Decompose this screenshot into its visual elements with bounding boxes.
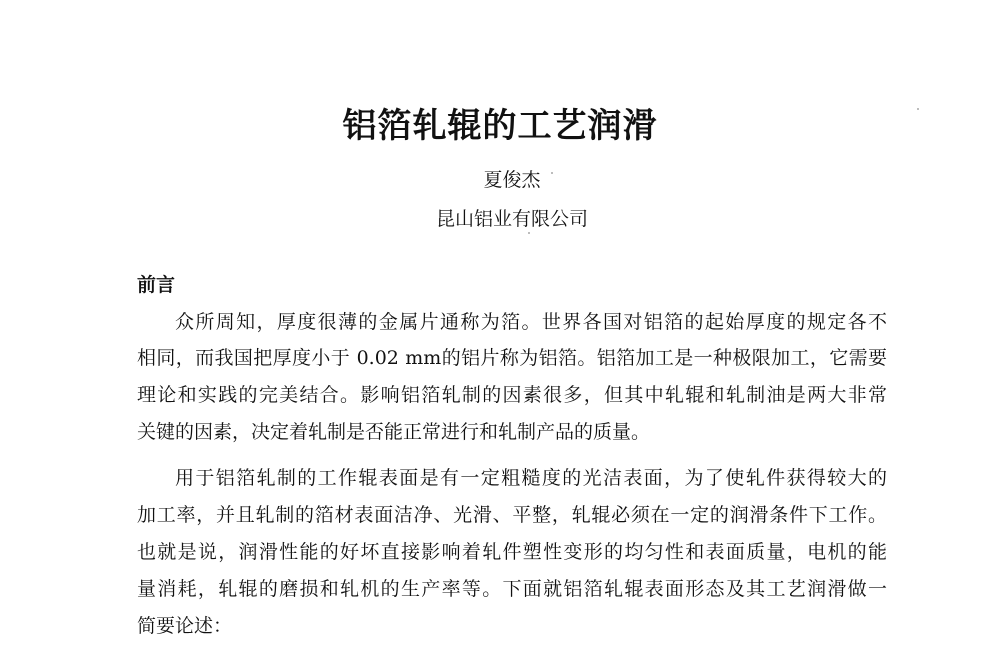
scan-speck — [528, 232, 530, 234]
paragraph-2-line-5: 简要论述： — [137, 615, 233, 637]
scan-speck — [551, 172, 553, 174]
paragraph-1-line-3: 理论和实践的完美结合。影响铝箔轧制的因素很多，但其中轧辊和轧制油是两大非常 — [137, 384, 887, 406]
scan-speck — [917, 108, 919, 110]
author-affiliation: 昆山铝业有限公司 — [435, 208, 588, 230]
paragraph-1-line-2: 相同，而我国把厚度小于 0.02 mm的铝片称为铝箔。铝箔加工是一种极限加工，它需要 — [137, 347, 887, 369]
paragraph-1-line-1: 众所周知，厚度很薄的金属片通称为箔。世界各国对铝箔的起始厚度的规定各不 — [175, 311, 887, 333]
author-name: 夏俊杰 — [483, 169, 541, 191]
section-heading-preface: 前言 — [137, 274, 176, 296]
paragraph-2-line-3: 也就是说，润滑性能的好坏直接影响着轧件塑性变形的均匀性和表面质量，电机的能 — [137, 541, 887, 563]
paper-title: 铝箔轧辊的工艺润滑 — [342, 106, 658, 146]
paragraph-2-line-4: 量消耗，轧辊的磨损和轧机的生产率等。下面就铝箔轧辊表面形态及其工艺润滑做一 — [137, 578, 887, 600]
paragraph-1-line-4: 关键的因素，决定着轧制是否能正常进行和轧制产品的质量。 — [137, 421, 651, 443]
paragraph-2-line-1: 用于铝箔轧制的工作辊表面是有一定粗糙度的光洁表面，为了使轧件获得较大的 — [175, 467, 887, 489]
paragraph-2-line-2: 加工率，并且轧制的箔材表面洁净、光滑、平整，轧辊必须在一定的润滑条件下工作。 — [137, 504, 887, 526]
